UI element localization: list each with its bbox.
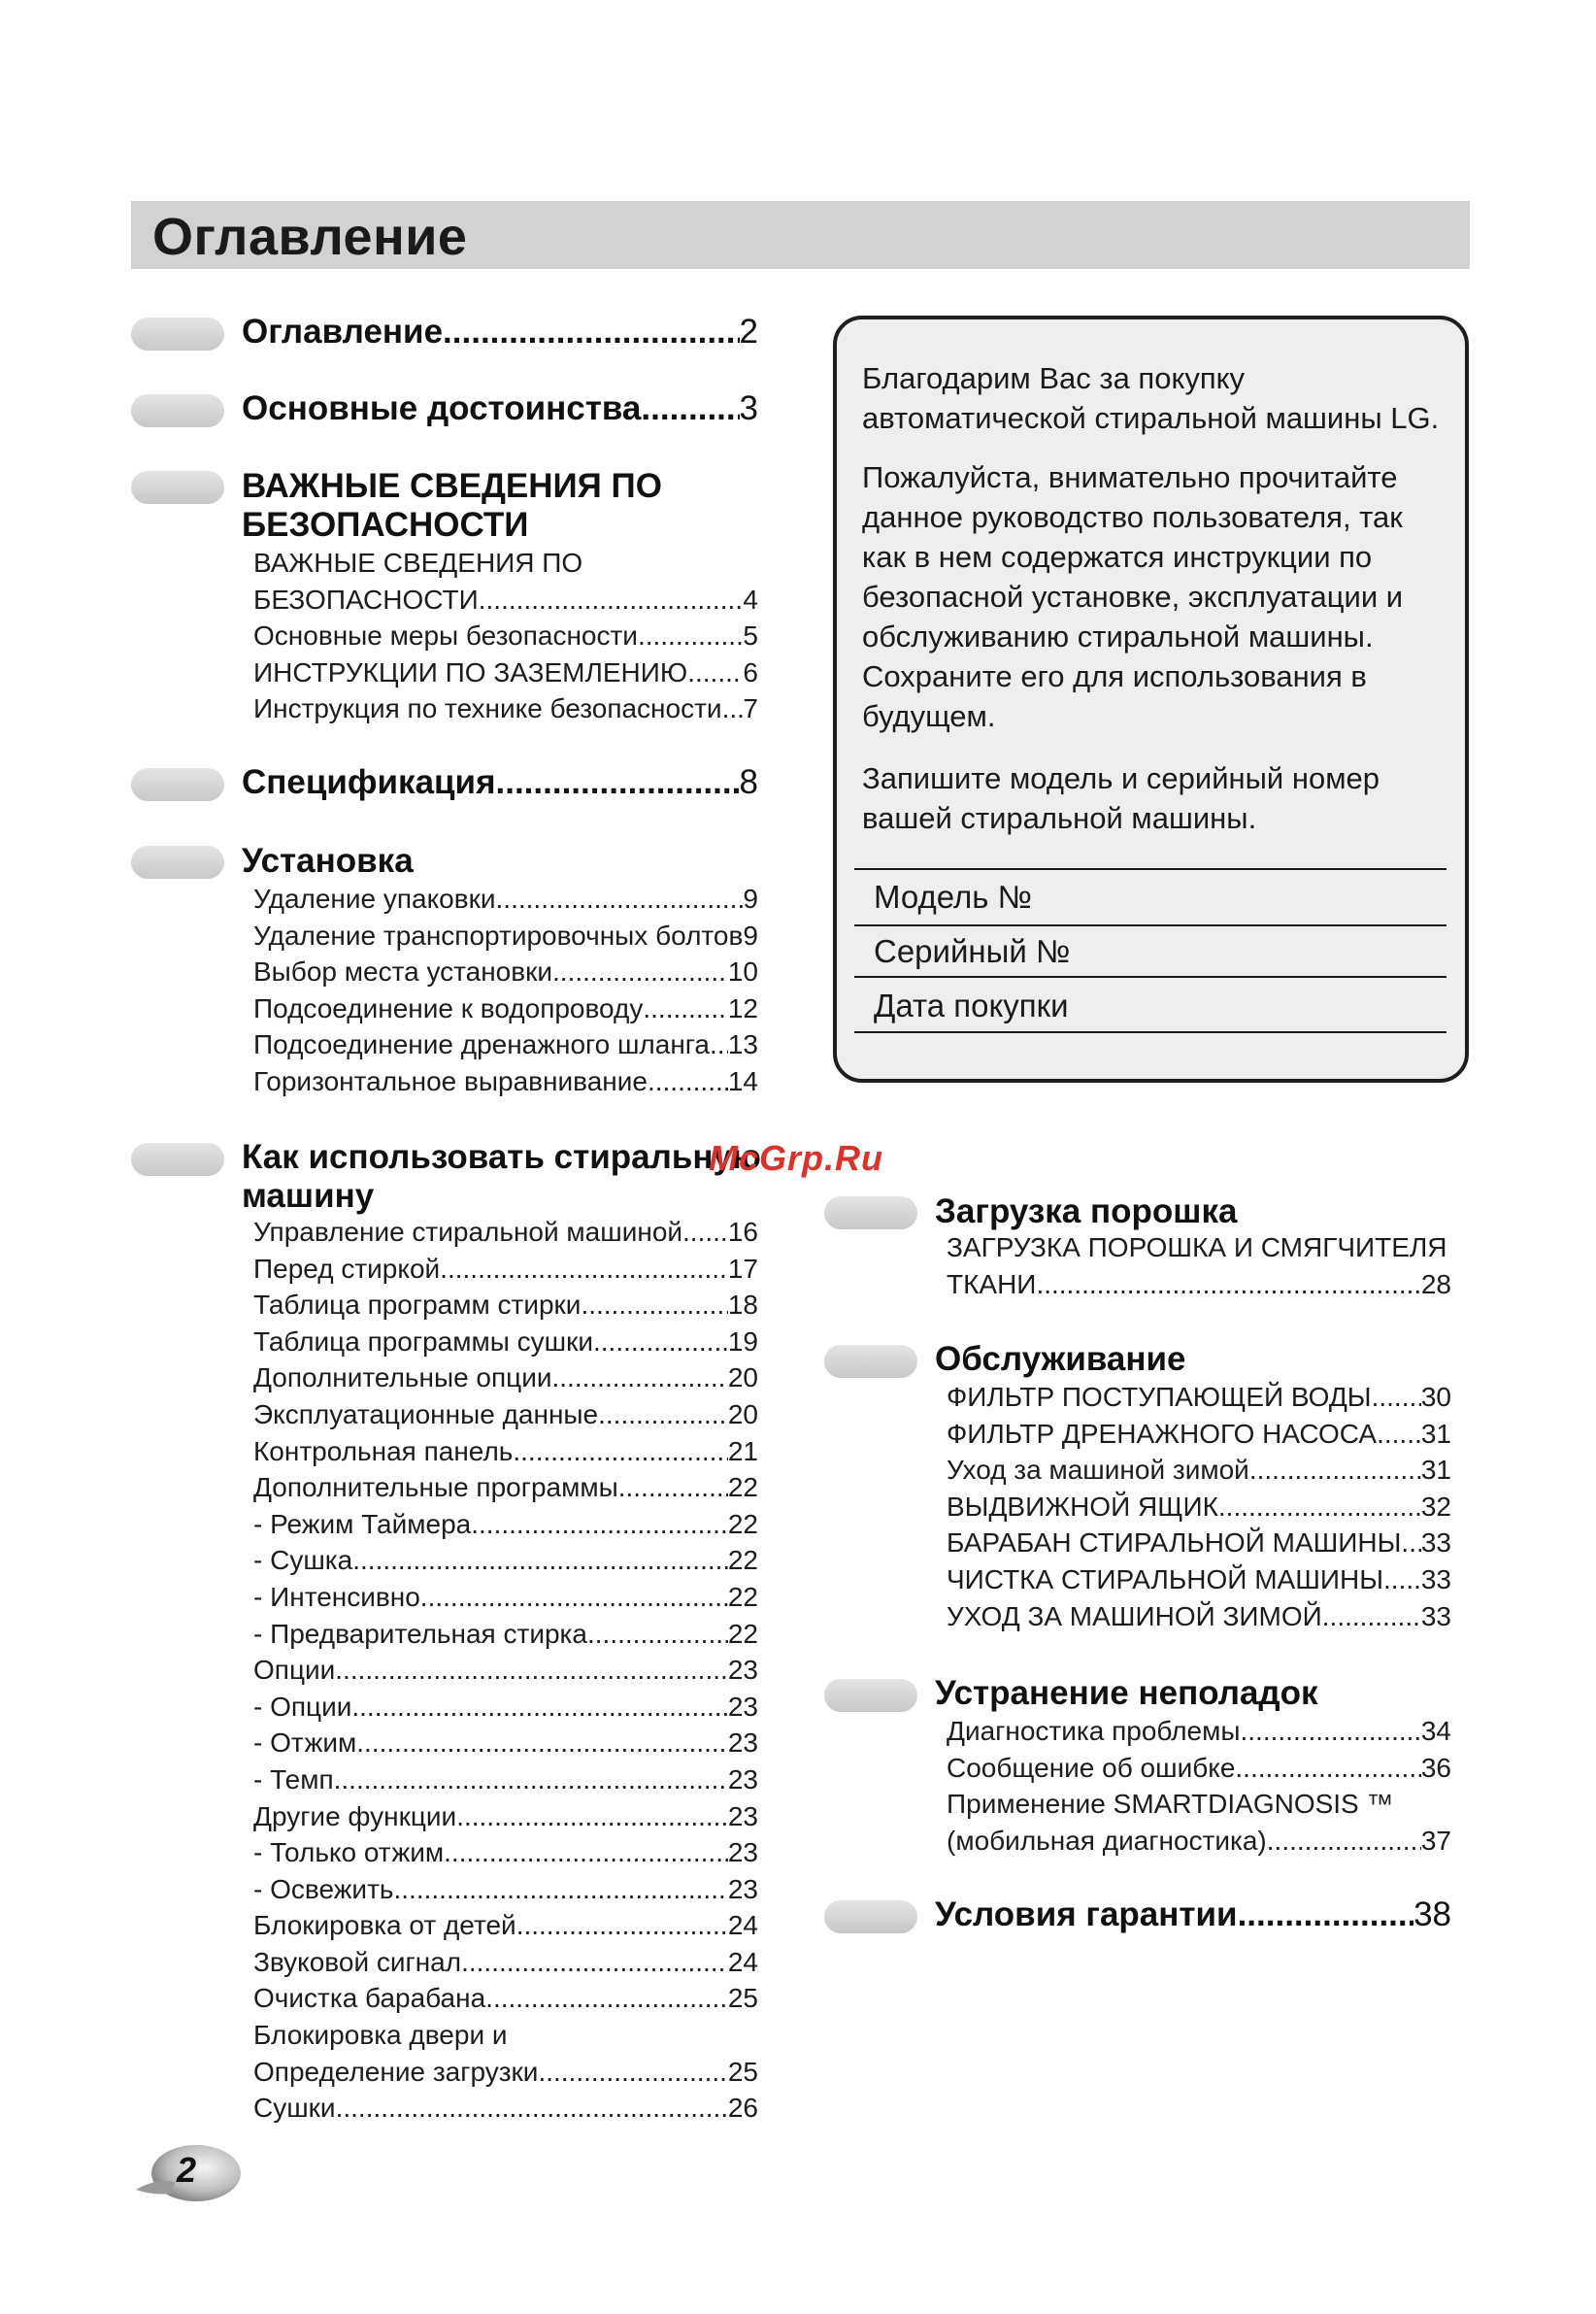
leader-dots bbox=[643, 990, 727, 1027]
toc-entry-label: Условия гарантии bbox=[935, 1895, 1238, 1933]
purchase-info-box bbox=[833, 316, 1469, 1083]
instructions-text: Пожалуйста, внимательно прочитайте данное руководство пользователя, так как в нем содержатся инструкции по безопасной установке, эксплуатации и обслуживанию стиральной машины. Сохраните его для использования в будущем. bbox=[862, 460, 1404, 733]
field-divider bbox=[854, 1031, 1446, 1033]
leader-dots bbox=[618, 1469, 728, 1506]
section-title-line: БЕЗОПАСНОСТИ bbox=[242, 506, 529, 544]
toc-subentry-label: - Предварительная стирка bbox=[253, 1618, 587, 1649]
page-title-bar bbox=[131, 201, 1470, 269]
toc-subentry-page: 18 bbox=[727, 1290, 758, 1321]
leader-dots bbox=[444, 1834, 728, 1871]
toc-subentry-page: 33 bbox=[1420, 1527, 1451, 1559]
toc-subentry-text: Блокировка двери и bbox=[253, 2020, 508, 2051]
page-number: 2 bbox=[177, 2150, 197, 2190]
toc-subentry[interactable] bbox=[947, 1416, 1451, 1453]
record-text: Запишите модель и серийный номер вашей стиральной машины. bbox=[862, 761, 1380, 835]
toc-entry-label: Основные достоинства bbox=[242, 389, 642, 427]
toc-subentry-label: Очистка барабана bbox=[253, 1983, 486, 2014]
leader-dots bbox=[496, 763, 740, 802]
toc-subentry-page: 20 bbox=[727, 1398, 758, 1429]
toc-subentry-page: 9 bbox=[743, 920, 758, 951]
toc-subentry-label: БЕЗОПАСНОСТИ bbox=[253, 584, 479, 615]
leader-dots bbox=[687, 654, 743, 691]
leader-dots bbox=[1240, 1713, 1420, 1750]
toc-subentry-label: Блокировка от детей bbox=[253, 1910, 516, 1941]
toc-subentry-label: Подсоединение дренажного шланга bbox=[253, 1029, 710, 1060]
toc-subentry-label: ВЫДВИЖНОЙ ЯЩИК bbox=[947, 1491, 1218, 1522]
leader-dots bbox=[551, 1359, 727, 1396]
toc-subentry-label: ИНСТРУКЦИИ ПО ЗАЗЕМЛЕНИЮ bbox=[253, 656, 688, 687]
leader-dots bbox=[513, 1433, 727, 1470]
toc-subentry[interactable] bbox=[253, 654, 758, 691]
toc-subentry-page: 23 bbox=[727, 1837, 758, 1868]
toc-subentry-label: Таблица программ стирки bbox=[253, 1290, 582, 1321]
toc-subentry-page: 26 bbox=[727, 2093, 758, 2124]
field-divider bbox=[854, 976, 1446, 978]
section-bullet bbox=[131, 768, 224, 801]
toc-subentry-text: ЗАГРУЗКА ПОРОШКА И СМЯГЧИТЕЛЯ bbox=[947, 1232, 1447, 1262]
thanks-text: Благодарим Вас за покупку автоматической стиральной машины LG. bbox=[862, 361, 1440, 435]
toc-subentry-page: 25 bbox=[727, 1983, 758, 2014]
toc-subentry[interactable] bbox=[947, 1561, 1451, 1598]
section-bullet bbox=[131, 1143, 224, 1176]
toc-subentry-page: 20 bbox=[727, 1362, 758, 1393]
toc-subentry[interactable] bbox=[253, 1251, 758, 1288]
model-number-field[interactable]: Модель № bbox=[874, 879, 1033, 915]
toc-section-usage bbox=[242, 1138, 766, 1216]
toc-subentry-page: 17 bbox=[727, 1253, 758, 1284]
field-divider bbox=[854, 868, 1446, 870]
toc-subentry-page: 23 bbox=[727, 1727, 758, 1759]
section-bullet bbox=[131, 394, 224, 427]
field-divider bbox=[854, 924, 1446, 926]
toc-subentry[interactable] bbox=[253, 1026, 758, 1063]
toc-subentry-label: - Темп. bbox=[253, 1763, 342, 1794]
toc-subentry-page: 21 bbox=[727, 1435, 758, 1466]
toc-subentry-page: 32 bbox=[1420, 1491, 1451, 1522]
toc-subentry[interactable] bbox=[253, 1396, 758, 1433]
purchase-date-field[interactable]: Дата покупки bbox=[874, 988, 1069, 1023]
toc-subentry-label: ТКАНИ bbox=[947, 1268, 1037, 1299]
toc-subentry-label: Дополнительные программы bbox=[253, 1472, 618, 1503]
leader-dots bbox=[393, 1871, 727, 1908]
section-title-line: ВАЖНЫЕ СВЕДЕНИЯ ПО bbox=[242, 467, 662, 505]
toc-subentry[interactable] bbox=[253, 881, 758, 918]
leader-dots bbox=[601, 1324, 728, 1360]
toc-subentry-label: Таблица программы сушки. bbox=[253, 1325, 601, 1357]
leader-dots bbox=[581, 1287, 727, 1324]
toc-subentry[interactable] bbox=[253, 1506, 758, 1543]
watermark-text: McGrp.Ru bbox=[709, 1138, 884, 1178]
toc-subentry[interactable] bbox=[253, 1063, 758, 1100]
section-bullet bbox=[824, 1196, 917, 1229]
leader-dots bbox=[341, 1761, 727, 1798]
leader-dots bbox=[336, 2090, 728, 2127]
leader-dots bbox=[646, 618, 744, 654]
toc-subentry-label: Диагностика проблемы bbox=[947, 1716, 1241, 1746]
toc-entry-page: 3 bbox=[739, 389, 758, 427]
toc-entry-warranty[interactable] bbox=[935, 1895, 1451, 1934]
leader-dots bbox=[356, 1725, 728, 1761]
toc-subentry-label: Дополнительные опции bbox=[253, 1362, 552, 1393]
leader-dots bbox=[1383, 1561, 1421, 1598]
section-bullet bbox=[131, 846, 224, 879]
toc-subentry[interactable] bbox=[253, 2090, 758, 2127]
toc-subentry-label: - Режим Таймера bbox=[253, 1508, 472, 1539]
section-bullet bbox=[824, 1679, 917, 1712]
toc-subentry-label: - Отжим bbox=[253, 1727, 357, 1759]
toc-subentry-label: УХОД ЗА МАШИНОЙ ЗИМОЙ bbox=[947, 1600, 1322, 1631]
toc-subentry[interactable] bbox=[947, 1452, 1451, 1489]
toc-entry-label: Оглавление bbox=[242, 313, 444, 351]
toc-subentry-label: Сушки bbox=[253, 2093, 336, 2124]
toc-subentry-label: Удаление транспортировочных болтов bbox=[253, 920, 744, 951]
leader-dots bbox=[496, 881, 744, 918]
toc-subentry-page: 22 bbox=[727, 1581, 758, 1612]
toc-subentry-label: Подсоединение к водопроводу bbox=[253, 992, 644, 1023]
leader-dots bbox=[722, 690, 744, 727]
toc-subentry[interactable] bbox=[253, 1907, 758, 1944]
toc-subentry-page: 37 bbox=[1420, 1825, 1451, 1856]
toc-subentry-label: Основные меры безопасности. bbox=[253, 620, 646, 652]
toc-subentry[interactable] bbox=[947, 1598, 1451, 1635]
leader-dots bbox=[1235, 1750, 1420, 1787]
toc-subentry[interactable] bbox=[947, 1525, 1451, 1561]
toc-subentry[interactable] bbox=[253, 582, 758, 619]
toc-subentry[interactable] bbox=[253, 1871, 758, 1908]
leader-dots bbox=[682, 1214, 728, 1251]
toc-subentry[interactable] bbox=[947, 1750, 1451, 1787]
toc-subentry-page: 22 bbox=[727, 1545, 758, 1576]
toc-powder-items bbox=[947, 1229, 1451, 1302]
leader-dots bbox=[1036, 1266, 1420, 1303]
toc-subentry-label: (мобильная диагностика) bbox=[947, 1825, 1267, 1856]
toc-subentry-page: 22 bbox=[727, 1472, 758, 1503]
toc-subentry-label: Удаление упаковки bbox=[253, 884, 496, 914]
section-title-line: Как использовать стиральную bbox=[242, 1138, 761, 1176]
toc-subentry-label: Определение загрузки bbox=[253, 2056, 539, 2087]
leader-dots bbox=[1377, 1416, 1421, 1453]
section-title: Загрузка порошка bbox=[935, 1192, 1238, 1230]
toc-subentry-page: 33 bbox=[1420, 1600, 1451, 1631]
toc-subentry[interactable] bbox=[253, 1944, 758, 1981]
toc-entry-page: 38 bbox=[1413, 1895, 1451, 1933]
toc-subentry-page: 19 bbox=[727, 1325, 758, 1357]
toc-subentry-page: 22 bbox=[727, 1618, 758, 1649]
section-title-line: машину bbox=[242, 1177, 375, 1215]
toc-subentry[interactable] bbox=[253, 1433, 758, 1470]
toc-subentry[interactable] bbox=[253, 1324, 758, 1360]
toc-subentry-page: 30 bbox=[1420, 1382, 1451, 1412]
leader-dots bbox=[443, 313, 739, 352]
toc-subentry-page: 33 bbox=[1420, 1563, 1451, 1594]
toc-entry-contents[interactable] bbox=[242, 313, 758, 352]
toc-entry-page: 2 bbox=[739, 313, 758, 351]
toc-subentry-text: Применение SMARTDIAGNOSIS ™ bbox=[947, 1789, 1394, 1820]
toc-subentry[interactable] bbox=[253, 1579, 758, 1616]
toc-subentry-label: ФИЛЬТР ПОСТУПАЮЩЕЙ ВОДЫ bbox=[947, 1382, 1372, 1412]
toc-subentry-label: - Опции bbox=[253, 1691, 352, 1722]
toc-subentry-page: 7 bbox=[743, 693, 758, 724]
toc-subentry[interactable] bbox=[253, 1469, 758, 1506]
toc-subentry-page: 24 bbox=[727, 1910, 758, 1941]
leader-dots bbox=[710, 1026, 728, 1063]
toc-subentry[interactable] bbox=[253, 1616, 758, 1653]
toc-subentry-page: 14 bbox=[727, 1065, 758, 1096]
leader-dots bbox=[479, 582, 744, 619]
serial-number-field[interactable]: Серийный № bbox=[874, 933, 1071, 969]
leader-dots bbox=[485, 1980, 728, 2017]
toc-subentry[interactable] bbox=[947, 1713, 1451, 1750]
toc-subentry[interactable] bbox=[947, 1823, 1451, 1860]
toc-subentry-label: Сообщение об ошибке bbox=[947, 1752, 1236, 1783]
toc-subentry-page: 23 bbox=[727, 1691, 758, 1722]
toc-subentry-page: 28 bbox=[1420, 1268, 1451, 1299]
page-title: Оглавление bbox=[152, 208, 468, 266]
leader-dots bbox=[1218, 1489, 1421, 1526]
toc-subentry-page: 31 bbox=[1420, 1455, 1451, 1486]
toc-subentry[interactable] bbox=[253, 690, 758, 727]
toc-entry-spec[interactable] bbox=[242, 763, 758, 802]
section-bullet bbox=[131, 318, 224, 351]
leader-dots bbox=[648, 1063, 728, 1100]
section-bullet bbox=[131, 471, 224, 504]
toc-subentry-page: 31 bbox=[1420, 1418, 1451, 1449]
toc-subentry-page: 24 bbox=[727, 1946, 758, 1977]
toc-subentry-label: - Только отжим bbox=[253, 1837, 445, 1868]
leader-dots bbox=[1401, 1525, 1420, 1561]
toc-subentry[interactable] bbox=[253, 954, 758, 990]
leader-dots bbox=[1249, 1452, 1421, 1489]
toc-subentry[interactable] bbox=[253, 1214, 758, 1251]
leader-dots bbox=[335, 1652, 728, 1689]
leader-dots bbox=[352, 1542, 728, 1579]
leader-dots bbox=[1238, 1895, 1413, 1934]
toc-subentry-page: 9 bbox=[743, 884, 758, 914]
toc-subentry-page: 22 bbox=[727, 1508, 758, 1539]
leader-dots bbox=[456, 1798, 728, 1835]
toc-subentry[interactable] bbox=[253, 1980, 758, 2017]
toc-subentry-label: Управление стиральной машиной bbox=[253, 1217, 683, 1247]
toc-subentry-page: 4 bbox=[743, 584, 758, 615]
toc-subentry[interactable] bbox=[947, 1266, 1451, 1303]
toc-install-items bbox=[253, 881, 758, 1100]
leader-dots bbox=[552, 954, 728, 990]
leader-dots bbox=[516, 1907, 728, 1944]
toc-subentry-label: Эксплуатационные данные bbox=[253, 1398, 599, 1429]
toc-subentry-page: 23 bbox=[727, 1873, 758, 1904]
toc-subentry[interactable] bbox=[253, 1798, 758, 1835]
toc-subentry-page: 16 bbox=[727, 1217, 758, 1247]
leader-dots bbox=[440, 1251, 728, 1288]
leader-dots bbox=[538, 2054, 727, 2091]
toc-subentry[interactable] bbox=[253, 1652, 758, 1689]
toc-subentry[interactable] bbox=[253, 1542, 758, 1579]
toc-subentry[interactable] bbox=[253, 1359, 758, 1396]
leader-dots bbox=[598, 1396, 728, 1433]
toc-subentry-label: Горизонтальное выравнивание bbox=[253, 1065, 648, 1096]
toc-subentry-label: - Сушка bbox=[253, 1545, 353, 1576]
toc-subentry-label: ЧИСТКА СТИРАЛЬНОЙ МАШИНЫ bbox=[947, 1563, 1384, 1594]
leader-dots bbox=[1322, 1598, 1421, 1635]
toc-subentry-label: - Интенсивно bbox=[253, 1581, 420, 1612]
section-title: Устранение неполадок bbox=[935, 1674, 1318, 1712]
toc-subentry-label: Перед стиркой bbox=[253, 1253, 441, 1284]
toc-subentry-label: Выбор места установки bbox=[253, 956, 553, 988]
toc-subentry-page: 23 bbox=[727, 1655, 758, 1686]
section-title: Обслуживание bbox=[935, 1340, 1186, 1378]
toc-subentry[interactable] bbox=[253, 990, 758, 1027]
toc-subentry[interactable] bbox=[253, 2054, 758, 2091]
toc-subentry-text: ВАЖНЫЕ СВЕДЕНИЯ ПО bbox=[253, 548, 583, 578]
toc-subentry[interactable] bbox=[947, 1379, 1451, 1416]
toc-subentry-label: Опции bbox=[253, 1655, 336, 1686]
toc-subentry-label: ФИЛЬТР ДРЕНАЖНОГО НАСОСА bbox=[947, 1418, 1378, 1449]
leader-dots bbox=[641, 389, 739, 428]
toc-subentry-page: 5 bbox=[743, 620, 758, 652]
toc-subentry-page: 13 bbox=[727, 1029, 758, 1060]
toc-subentry-label: - Освежить bbox=[253, 1873, 394, 1904]
leader-dots bbox=[471, 1506, 728, 1543]
toc-subentry-page: 6 bbox=[743, 656, 758, 687]
toc-subentry[interactable] bbox=[253, 1287, 758, 1324]
toc-subentry-page: 36 bbox=[1420, 1752, 1451, 1783]
toc-entry-label: Спецификация bbox=[242, 763, 496, 801]
toc-subentry[interactable] bbox=[253, 918, 758, 955]
toc-subentry-page: 12 bbox=[727, 992, 758, 1023]
toc-subentry[interactable] bbox=[947, 1489, 1451, 1526]
toc-subentry-page: 10 bbox=[727, 956, 758, 988]
toc-subentry-page: 34 bbox=[1420, 1716, 1451, 1746]
leader-dots bbox=[1267, 1823, 1421, 1860]
toc-subentry-label: Другие функции bbox=[253, 1800, 457, 1831]
toc-subentry-label: Звуковой сигнал bbox=[253, 1946, 462, 1977]
toc-entry-features[interactable] bbox=[242, 389, 758, 428]
toc-service-items bbox=[947, 1379, 1451, 1634]
toc-subentry-label: Инструкция по технике безопасности bbox=[253, 693, 722, 724]
toc-subentry[interactable] bbox=[253, 1761, 758, 1798]
leader-dots bbox=[420, 1579, 728, 1616]
toc-trouble-items bbox=[947, 1713, 1451, 1859]
toc-entry-page: 8 bbox=[739, 763, 758, 801]
toc-subentry-label: БАРАБАН СТИРАЛЬНОЙ МАШИНЫ bbox=[947, 1527, 1402, 1559]
toc-subentry[interactable] bbox=[253, 1689, 758, 1726]
toc-section-safety bbox=[242, 467, 758, 545]
section-bullet bbox=[824, 1900, 917, 1933]
leader-dots bbox=[461, 1944, 728, 1981]
toc-usage-items bbox=[253, 1214, 758, 2127]
toc-subentry[interactable] bbox=[253, 1725, 758, 1761]
toc-subentry-page: 25 bbox=[727, 2056, 758, 2087]
section-title: Установка bbox=[242, 842, 414, 880]
toc-subentry[interactable] bbox=[253, 1834, 758, 1871]
section-bullet bbox=[824, 1345, 917, 1378]
leader-dots bbox=[1372, 1379, 1421, 1416]
leader-dots bbox=[587, 1616, 728, 1653]
toc-subentry-label: Контрольная панель bbox=[253, 1435, 514, 1466]
leader-dots bbox=[351, 1689, 727, 1726]
toc-subentry-page: 23 bbox=[727, 1800, 758, 1831]
toc-safety-items bbox=[253, 545, 758, 727]
toc-subentry-label: Уход за машиной зимой bbox=[947, 1455, 1249, 1486]
toc-subentry[interactable] bbox=[253, 618, 758, 654]
toc-subentry-page: 23 bbox=[727, 1763, 758, 1794]
